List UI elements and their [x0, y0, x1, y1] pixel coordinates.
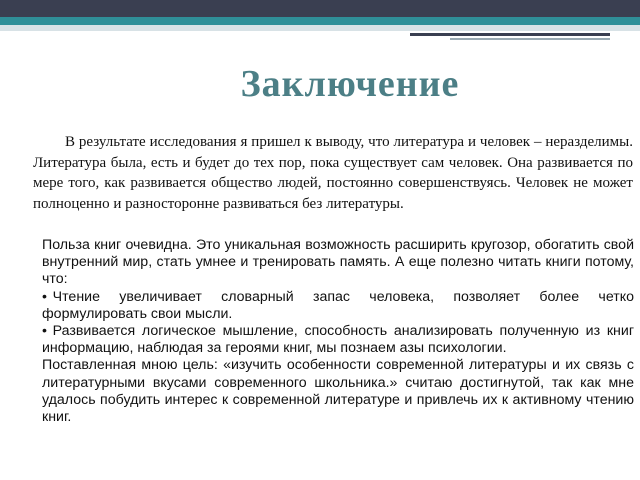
- header-dark-stripe: [0, 0, 640, 17]
- conclusion-paragraph: Поставленная мною цель: «изучить особенности современной литературы и их связь с литературными вкусами современного школьника.» считаю достигнутой, так как мне удалось побудить интерес к современной литературе и привлечь их к активному чтению книг.: [42, 357, 634, 426]
- lead-paragraph: Польза книг очевидна. Это уникальная возможность расширить кругозор, обогатить свой внутренний мир, стать умнее и тренировать память. А еще полезно читать книги потому, что:: [42, 237, 634, 288]
- header-accent-lines: [410, 33, 610, 43]
- intro-paragraph: В результате исследования я пришел к выводу, что литература и человек – неразделимы. Литература была, есть и будет до тех пор, пока существует сам человек. Она развивается по мере того, как развивается общество людей, постоянно совершенствуясь. Человек не может полноценно и разносторонне развиваться без литературы.: [33, 134, 633, 212]
- header-light-stripe: [0, 25, 640, 31]
- content-text-box: [42, 237, 634, 426]
- bullet-item-text: Чтение увеличивает словарный запас человека, позволяет более четко формулировать свои мысли.: [42, 288, 634, 322]
- slide-title-text: Заключение: [240, 63, 460, 105]
- slide-header-band: [0, 0, 640, 34]
- bullet-item: [42, 323, 634, 357]
- bullet-item-text: Развивается логическое мышление, способность анализировать полученную из книг информацию, наблюдая за героями книг, мы познаем азы психологии.: [42, 323, 634, 357]
- header-accent-line-light: [450, 38, 610, 40]
- bullet-item: [42, 289, 634, 323]
- slide-title: [0, 60, 640, 108]
- header-teal-stripe: [0, 17, 640, 25]
- header-accent-line-dark: [410, 33, 610, 36]
